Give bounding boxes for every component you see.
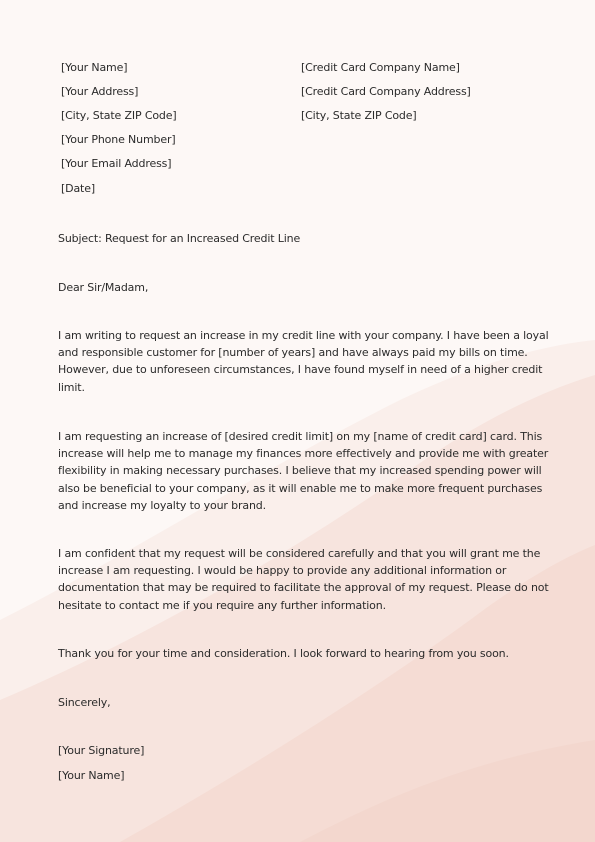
sender-name: [Your Name] [61, 61, 128, 74]
paragraph-line: also be beneficial to your company, as it will enable me to make more frequent purchases [58, 481, 543, 495]
recipient-name: [Credit Card Company Name] [301, 61, 460, 74]
signoff-name: [Your Name] [58, 769, 125, 782]
paragraph-line: increase will help me to manage my finances more effectively and provide me with greater [58, 447, 549, 461]
sender-phone: [Your Phone Number] [61, 133, 176, 146]
paragraph-line: I am writing to request an increase in my credit line with your company. I have been a loyal [58, 329, 549, 342]
sender-address: [Your Address] [61, 85, 139, 98]
paragraph-line: increase I am requesting. I would be happy to provide any additional information or [58, 564, 507, 578]
paragraph-line: and increase my loyalty to your brand. [58, 498, 266, 512]
body-paragraph-2 [58, 428, 549, 514]
letter-date: [Date] [61, 182, 95, 195]
recipient-address: [Credit Card Company Address] [301, 85, 471, 98]
body-paragraph-1 [58, 327, 549, 396]
paragraph-line: I am confident that my request will be considered carefully and that you will grant me the [58, 547, 541, 560]
paragraph-line: documentation that may be required to facilitate the approval of my request. Please do not [58, 581, 549, 595]
closing: Sincerely, [58, 696, 111, 709]
sender-email: [Your Email Address] [61, 157, 172, 170]
paragraph-line: limit. [58, 380, 85, 394]
signature-placeholder: [Your Signature] [58, 744, 145, 757]
sender-city: [City, State ZIP Code] [61, 109, 177, 122]
paragraph-line: hesitate to contact me if you require any further information. [58, 598, 386, 612]
paragraph-line: However, due to unforeseen circumstances, I have found myself in need of a higher credit [58, 363, 543, 377]
paragraph-line: I am requesting an increase of [desired credit limit] on my [name of credit card] card. This [58, 430, 543, 443]
paragraph-line: Thank you for your time and consideration. I look forward to hearing from you soon. [58, 647, 509, 660]
recipient-city: [City, State ZIP Code] [301, 109, 417, 122]
paragraph-line: flexibility in making necessary purchases. I believe that my increased spending power will [58, 464, 542, 478]
body-paragraph-3 [58, 545, 549, 614]
salutation: Dear Sir/Madam, [58, 281, 149, 294]
paragraph-line: and responsible customer for [number of years] and have always paid my bills on time. [58, 346, 528, 360]
subject-line: Subject: Request for an Increased Credit Line [58, 232, 301, 245]
body-paragraph-4 [58, 645, 538, 662]
